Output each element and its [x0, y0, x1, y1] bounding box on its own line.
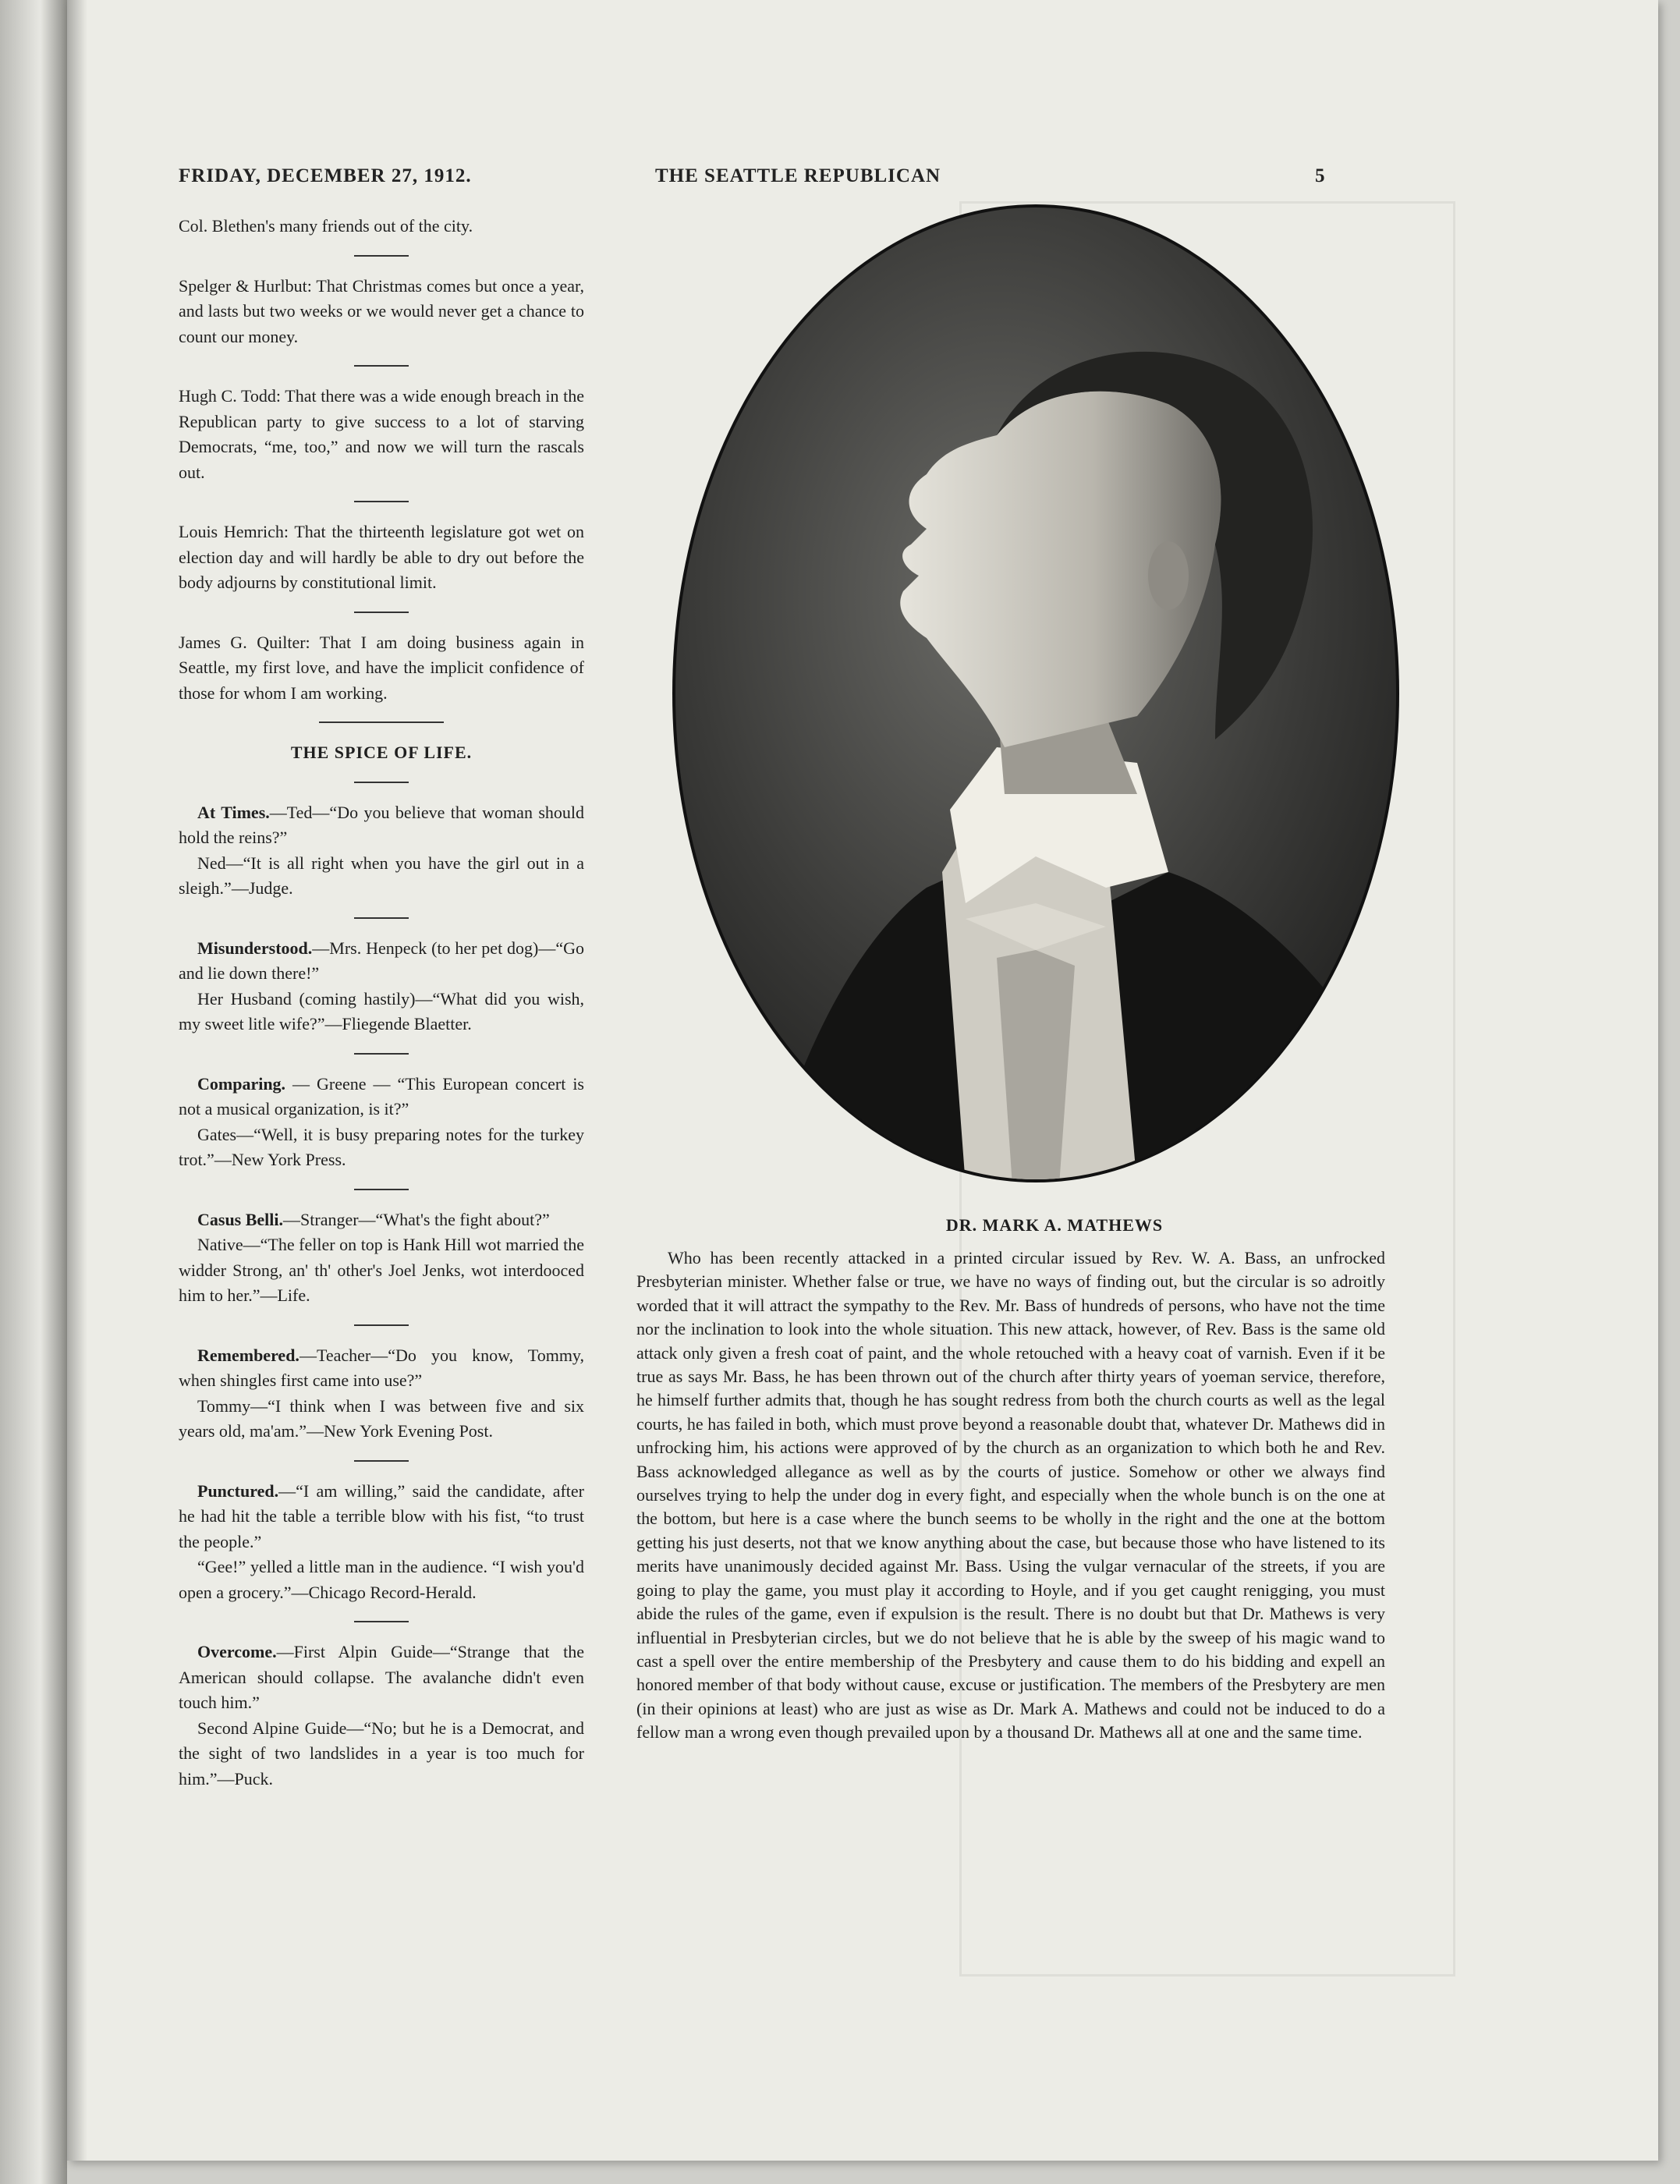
joke-line	[179, 1207, 584, 1233]
joke-line	[179, 936, 584, 987]
header-paper-title: THE SEATTLE REPUBLICAN	[655, 165, 941, 186]
joke-item	[179, 1640, 584, 1792]
joke-line: “Gee!” yelled a little man in the audience. “I wish you'd open a grocery.”—Chicago Record-Herald.	[179, 1557, 584, 1602]
joke-text: —Mrs. Henpeck (to her pet dog)—“Go and lie down there!”	[179, 938, 584, 983]
section-rule	[319, 722, 444, 723]
article-paragraph: Who has been recently attacked in a printed circular issued by Rev. W. A. Bass, an unfrocked Presbyterian minister. Whether false or true, we have no ways of finding out, but the circular is so adroitly worded that it will attract the sympathy to the Rev. Mr. Bass of hundreds of persons, who have not the time nor the inclination to look into the whole situation. This new attack, however, of Rev. Bass is the same old attack only given a fresh coat of paint, and the whole retouched with a heavy coat of varnish. Even if it be true as says Mr. Bass, he has been thrown out of the church after thirty years of yoeman service, therefore, he himself further admits that, though he has sought redress from both the church courts as well as the legal courts, he has failed in both, which must prove beyond a reasonable doubt that, whatever Dr. Mathews did in unfrocking him, his actions were approved of by the church as an organization to which both he and Rev. Bass acknowledged allegance as well as by the courts of justice. Somehow or other we always find ourselves trying to help the under dog in every fight, and especially when the whole bunch is on the one at the bottom, but here is a case where the bunch seems to be wholly in the right and the one at the bottom getting his just deserts, not that we know anything about the case, but because those who have listened to its merits have unanimously decided against Mr. Bass. Using the vulgar vernacular of the streets, if you are going to play the game, you must play it according to Hoyle, and if you get caught renigging, you must abide the rules of the game, even if expulsion is the result. There is no doubt but that Dr. Mathews is very influential in Presbyterian circles, but we do not believe that he is able by the sweep of his magic wand to cast a spell over the entire membership of the Presbytery and cause them to do his bidding and expell an honored member of that body without cause, excuse or justification. The members of the Presbytery are men (in their opinions at least) who are just as wise as Dr. Mark A. Mathews and could not be induced to do a fellow man a wrong even though prevailed upon by a thousand Dr. Mathews all at one and the same time.	[636, 1248, 1385, 1743]
wish-text: Spelger & Hurlbut: That Christmas comes but once a year, and lasts but two weeks or we would never get a chance to count our money.	[179, 275, 584, 346]
wish-paragraph: James G. Quilter: That I am doing business again in Seattle, my first love, and have the implicit confidence of those for whom I am working.	[179, 632, 584, 703]
joke-title: At Times.	[197, 802, 270, 822]
header-page-number: 5	[1315, 165, 1326, 186]
joke-title: Overcome.	[197, 1642, 277, 1661]
previous-page-edge	[0, 0, 67, 2184]
joke-item	[179, 1479, 584, 1606]
joke-text: —“I am willing,” said the candidate, after he had hit the table a terrible blow with his fist, “to trust the people.”	[179, 1480, 584, 1551]
joke-text: — Greene — “This European concert is not a musical organization, is it?”	[179, 1073, 584, 1119]
joke-text: —Stranger—“What's the fight about?”	[283, 1209, 550, 1229]
section-rule	[354, 365, 409, 367]
wish-paragraph	[179, 274, 584, 350]
portrait-photo	[669, 201, 1402, 1186]
joke-text: —First Alpin Guide—“Strange that the American should collapse. The avalanche didn't even touch him.”	[179, 1642, 584, 1712]
joke-line: Her Husband (coming hastily)—“What did you wish, my sweet litle wife?”—Fliegende Blaetter.	[179, 988, 584, 1034]
joke-title: Punctured.	[197, 1480, 279, 1501]
joke-line	[179, 800, 584, 851]
joke-item	[179, 1207, 584, 1309]
joke-item	[179, 800, 584, 902]
spice-of-life-heading: THE SPICE OF LIFE.	[290, 743, 473, 762]
joke-line: Ned—“It is all right when you have the girl out in a sleigh.”—Judge.	[179, 853, 584, 898]
section-rule	[354, 1053, 409, 1055]
section-rule	[354, 612, 409, 613]
joke-text: —Teacher—“Do you know, Tommy, when shingles first came into use?”	[179, 1345, 584, 1390]
section-rule	[354, 1621, 409, 1622]
joke-title: Casus Belli.	[197, 1209, 284, 1229]
page-gutter-shadow	[67, 0, 87, 2161]
joke-line	[179, 1072, 584, 1122]
section-rule	[354, 1189, 409, 1190]
joke-line: Gates—“Well, it is busy preparing notes for the turkey trot.”—New York Press.	[179, 1124, 584, 1169]
section-rule	[354, 1460, 409, 1462]
article-body	[636, 1246, 1385, 1745]
section-rule	[354, 782, 409, 783]
joke-line: Second Alpine Guide—“No; but he is a Democrat, and the sight of two landslides in a year is too much for him.”—Puck.	[179, 1718, 584, 1789]
section-rule	[354, 1324, 409, 1326]
section-rule	[354, 255, 409, 257]
left-column	[179, 214, 584, 1792]
joke-line	[179, 1479, 584, 1555]
joke-item	[179, 1072, 584, 1173]
joke-line	[179, 1343, 584, 1394]
wish-paragraph: Hugh C. Todd: That there was a wide enough breach in the Republican party to give success to a lot of starving Democrats, “me, too,” and now we will turn the rascals out.	[179, 386, 584, 482]
joke-title: Comparing.	[197, 1073, 286, 1094]
joke-line: Native—“The feller on top is Hank Hill wot married the widder Strong, an' th' other's Joel Jenks, wot interdooced him to her.”—Life.	[179, 1235, 584, 1305]
joke-text: —Ted—“Do you believe that woman should hold the reins?”	[179, 802, 585, 847]
joke-title: Misunderstood.	[197, 938, 313, 958]
joke-item	[179, 936, 584, 1037]
section-rule	[354, 501, 409, 502]
portrait-caption: DR. MARK A. MATHEWS	[945, 1215, 1164, 1235]
joke-item	[179, 1343, 584, 1445]
wish-paragraph: Louis Hemrich: That the thirteenth legislature got wet on election day and will hardly be able to dry out before the body adjourns by constitutional limit.	[179, 522, 584, 592]
joke-title: Remembered.	[197, 1345, 299, 1365]
joke-line	[179, 1640, 584, 1716]
header-date: FRIDAY, DECEMBER 27, 1912.	[179, 165, 472, 186]
joke-line: Tommy—“I think when I was between five and six years old, ma'am.”—New York Evening Post.	[179, 1395, 584, 1441]
wish-paragraph: Col. Blethen's many friends out of the city.	[179, 216, 473, 236]
section-rule	[354, 917, 409, 919]
